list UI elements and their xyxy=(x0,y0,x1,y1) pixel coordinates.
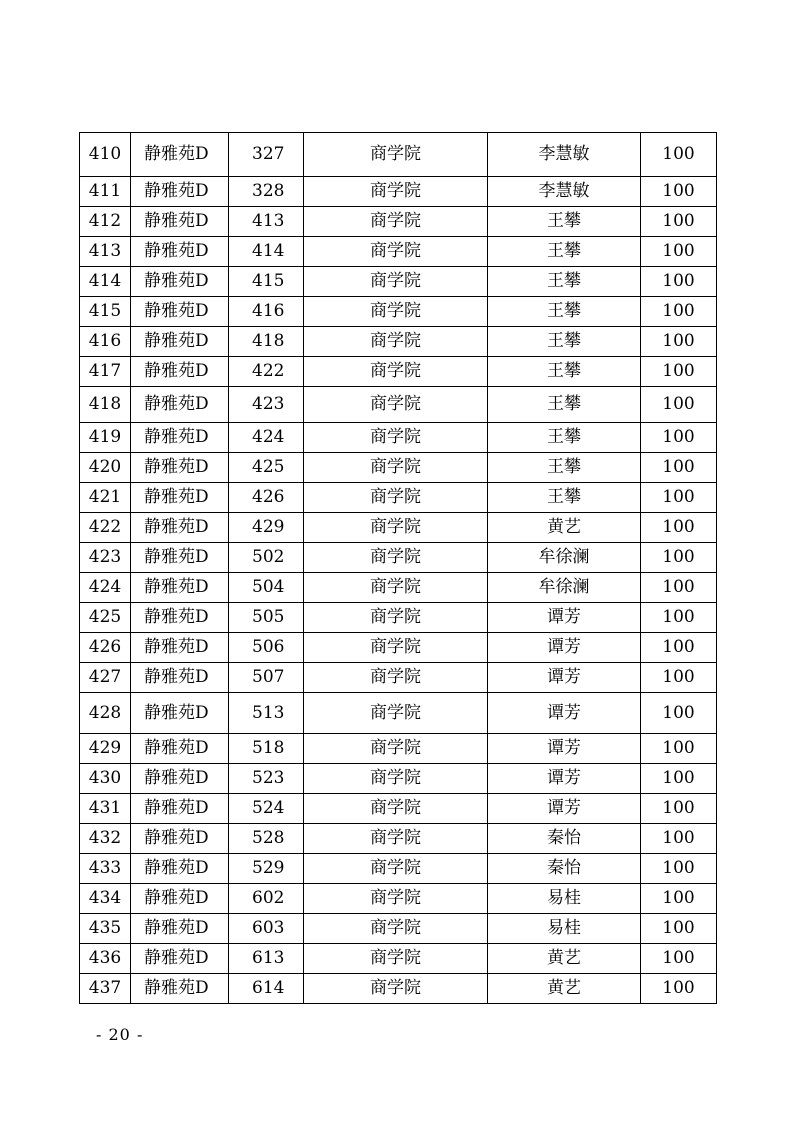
cell-name: 黄艺 xyxy=(488,513,641,543)
cell-college: 商学院 xyxy=(304,633,488,663)
cell-name: 王攀 xyxy=(488,357,641,387)
cell-name: 谭芳 xyxy=(488,794,641,824)
cell-building: 静雅苑D xyxy=(131,974,229,1004)
cell-index: 430 xyxy=(80,764,131,794)
cell-college: 商学院 xyxy=(304,237,488,267)
cell-index: 436 xyxy=(80,944,131,974)
dormitory-score-table xyxy=(79,132,717,1004)
cell-room: 602 xyxy=(229,884,304,914)
cell-score: 100 xyxy=(641,794,717,824)
cell-building: 静雅苑D xyxy=(131,453,229,483)
cell-index: 415 xyxy=(80,297,131,327)
cell-name: 王攀 xyxy=(488,387,641,423)
cell-room: 423 xyxy=(229,387,304,423)
cell-name: 王攀 xyxy=(488,483,641,513)
cell-building: 静雅苑D xyxy=(131,794,229,824)
cell-index: 427 xyxy=(80,663,131,693)
cell-name: 谭芳 xyxy=(488,764,641,794)
cell-index: 423 xyxy=(80,543,131,573)
table-row xyxy=(80,177,717,207)
cell-score: 100 xyxy=(641,663,717,693)
cell-score: 100 xyxy=(641,633,717,663)
cell-index: 417 xyxy=(80,357,131,387)
cell-college: 商学院 xyxy=(304,327,488,357)
cell-room: 518 xyxy=(229,734,304,764)
cell-building: 静雅苑D xyxy=(131,663,229,693)
table-row xyxy=(80,133,717,177)
cell-college: 商学院 xyxy=(304,824,488,854)
cell-index: 411 xyxy=(80,177,131,207)
cell-college: 商学院 xyxy=(304,207,488,237)
cell-name: 黄艺 xyxy=(488,974,641,1004)
cell-index: 432 xyxy=(80,824,131,854)
cell-name: 王攀 xyxy=(488,237,641,267)
table-row xyxy=(80,573,717,603)
table-row xyxy=(80,693,717,734)
cell-building: 静雅苑D xyxy=(131,423,229,453)
cell-name: 谭芳 xyxy=(488,633,641,663)
cell-room: 528 xyxy=(229,824,304,854)
cell-score: 100 xyxy=(641,207,717,237)
cell-name: 谭芳 xyxy=(488,734,641,764)
cell-index: 426 xyxy=(80,633,131,663)
cell-room: 414 xyxy=(229,237,304,267)
cell-name: 秦怡 xyxy=(488,854,641,884)
cell-college: 商学院 xyxy=(304,734,488,764)
cell-score: 100 xyxy=(641,513,717,543)
cell-score: 100 xyxy=(641,453,717,483)
table-row xyxy=(80,854,717,884)
cell-name: 秦怡 xyxy=(488,824,641,854)
cell-building: 静雅苑D xyxy=(131,693,229,734)
cell-college: 商学院 xyxy=(304,453,488,483)
cell-score: 100 xyxy=(641,387,717,423)
cell-building: 静雅苑D xyxy=(131,764,229,794)
cell-index: 412 xyxy=(80,207,131,237)
table-body xyxy=(80,133,717,1004)
cell-building: 静雅苑D xyxy=(131,483,229,513)
cell-college: 商学院 xyxy=(304,267,488,297)
cell-score: 100 xyxy=(641,974,717,1004)
cell-score: 100 xyxy=(641,483,717,513)
cell-college: 商学院 xyxy=(304,513,488,543)
cell-building: 静雅苑D xyxy=(131,824,229,854)
cell-score: 100 xyxy=(641,603,717,633)
cell-score: 100 xyxy=(641,854,717,884)
cell-college: 商学院 xyxy=(304,543,488,573)
table-row xyxy=(80,357,717,387)
table-row xyxy=(80,327,717,357)
cell-room: 413 xyxy=(229,207,304,237)
cell-name: 黄艺 xyxy=(488,944,641,974)
cell-index: 431 xyxy=(80,794,131,824)
cell-score: 100 xyxy=(641,357,717,387)
cell-college: 商学院 xyxy=(304,944,488,974)
cell-building: 静雅苑D xyxy=(131,297,229,327)
cell-name: 王攀 xyxy=(488,297,641,327)
table-row xyxy=(80,794,717,824)
cell-college: 商学院 xyxy=(304,693,488,734)
cell-college: 商学院 xyxy=(304,297,488,327)
table-row xyxy=(80,237,717,267)
cell-college: 商学院 xyxy=(304,357,488,387)
cell-score: 100 xyxy=(641,327,717,357)
cell-score: 100 xyxy=(641,884,717,914)
cell-room: 327 xyxy=(229,133,304,177)
cell-index: 424 xyxy=(80,573,131,603)
cell-room: 416 xyxy=(229,297,304,327)
table-row xyxy=(80,824,717,854)
cell-college: 商学院 xyxy=(304,884,488,914)
cell-building: 静雅苑D xyxy=(131,387,229,423)
cell-college: 商学院 xyxy=(304,573,488,603)
cell-building: 静雅苑D xyxy=(131,237,229,267)
cell-room: 422 xyxy=(229,357,304,387)
cell-index: 435 xyxy=(80,914,131,944)
cell-score: 100 xyxy=(641,944,717,974)
cell-building: 静雅苑D xyxy=(131,914,229,944)
table-row xyxy=(80,663,717,693)
cell-room: 424 xyxy=(229,423,304,453)
cell-building: 静雅苑D xyxy=(131,357,229,387)
cell-score: 100 xyxy=(641,237,717,267)
cell-room: 529 xyxy=(229,854,304,884)
table-row xyxy=(80,944,717,974)
cell-room: 603 xyxy=(229,914,304,944)
cell-index: 429 xyxy=(80,734,131,764)
cell-score: 100 xyxy=(641,914,717,944)
cell-college: 商学院 xyxy=(304,483,488,513)
table-row xyxy=(80,543,717,573)
table-row xyxy=(80,387,717,423)
cell-building: 静雅苑D xyxy=(131,734,229,764)
table-row xyxy=(80,764,717,794)
cell-name: 王攀 xyxy=(488,327,641,357)
cell-college: 商学院 xyxy=(304,914,488,944)
cell-building: 静雅苑D xyxy=(131,513,229,543)
cell-name: 易桂 xyxy=(488,914,641,944)
cell-building: 静雅苑D xyxy=(131,884,229,914)
cell-room: 415 xyxy=(229,267,304,297)
cell-building: 静雅苑D xyxy=(131,603,229,633)
cell-score: 100 xyxy=(641,824,717,854)
cell-college: 商学院 xyxy=(304,854,488,884)
cell-college: 商学院 xyxy=(304,794,488,824)
table-row xyxy=(80,633,717,663)
cell-score: 100 xyxy=(641,543,717,573)
cell-room: 614 xyxy=(229,974,304,1004)
cell-room: 425 xyxy=(229,453,304,483)
table-row xyxy=(80,734,717,764)
cell-name: 王攀 xyxy=(488,267,641,297)
cell-room: 613 xyxy=(229,944,304,974)
cell-index: 437 xyxy=(80,974,131,1004)
cell-score: 100 xyxy=(641,297,717,327)
table-row xyxy=(80,603,717,633)
cell-college: 商学院 xyxy=(304,177,488,207)
cell-room: 328 xyxy=(229,177,304,207)
cell-room: 502 xyxy=(229,543,304,573)
cell-name: 牟徐澜 xyxy=(488,573,641,603)
cell-college: 商学院 xyxy=(304,423,488,453)
cell-name: 牟徐澜 xyxy=(488,543,641,573)
cell-index: 413 xyxy=(80,237,131,267)
cell-index: 434 xyxy=(80,884,131,914)
cell-room: 418 xyxy=(229,327,304,357)
cell-college: 商学院 xyxy=(304,133,488,177)
cell-index: 416 xyxy=(80,327,131,357)
cell-index: 422 xyxy=(80,513,131,543)
cell-name: 易桂 xyxy=(488,884,641,914)
cell-index: 428 xyxy=(80,693,131,734)
cell-index: 433 xyxy=(80,854,131,884)
cell-building: 静雅苑D xyxy=(131,267,229,297)
cell-name: 谭芳 xyxy=(488,603,641,633)
cell-name: 李慧敏 xyxy=(488,177,641,207)
cell-room: 429 xyxy=(229,513,304,543)
table-row xyxy=(80,297,717,327)
table-row xyxy=(80,513,717,543)
cell-building: 静雅苑D xyxy=(131,543,229,573)
cell-building: 静雅苑D xyxy=(131,327,229,357)
cell-building: 静雅苑D xyxy=(131,207,229,237)
cell-name: 谭芳 xyxy=(488,663,641,693)
cell-name: 王攀 xyxy=(488,453,641,483)
cell-score: 100 xyxy=(641,177,717,207)
cell-college: 商学院 xyxy=(304,387,488,423)
cell-college: 商学院 xyxy=(304,974,488,1004)
cell-score: 100 xyxy=(641,764,717,794)
cell-building: 静雅苑D xyxy=(131,177,229,207)
table-row xyxy=(80,884,717,914)
cell-college: 商学院 xyxy=(304,603,488,633)
cell-score: 100 xyxy=(641,573,717,603)
cell-score: 100 xyxy=(641,423,717,453)
table-row xyxy=(80,423,717,453)
cell-index: 418 xyxy=(80,387,131,423)
cell-building: 静雅苑D xyxy=(131,573,229,603)
cell-index: 421 xyxy=(80,483,131,513)
cell-building: 静雅苑D xyxy=(131,633,229,663)
cell-room: 513 xyxy=(229,693,304,734)
cell-name: 王攀 xyxy=(488,423,641,453)
cell-name: 王攀 xyxy=(488,207,641,237)
table-row xyxy=(80,914,717,944)
cell-index: 419 xyxy=(80,423,131,453)
table-row xyxy=(80,974,717,1004)
table-row xyxy=(80,207,717,237)
cell-room: 523 xyxy=(229,764,304,794)
cell-building: 静雅苑D xyxy=(131,854,229,884)
cell-room: 507 xyxy=(229,663,304,693)
cell-room: 426 xyxy=(229,483,304,513)
cell-room: 524 xyxy=(229,794,304,824)
cell-index: 420 xyxy=(80,453,131,483)
table-row xyxy=(80,483,717,513)
cell-score: 100 xyxy=(641,693,717,734)
cell-index: 414 xyxy=(80,267,131,297)
cell-score: 100 xyxy=(641,267,717,297)
cell-score: 100 xyxy=(641,734,717,764)
cell-score: 100 xyxy=(641,133,717,177)
cell-building: 静雅苑D xyxy=(131,133,229,177)
cell-room: 504 xyxy=(229,573,304,603)
table-row xyxy=(80,453,717,483)
cell-room: 505 xyxy=(229,603,304,633)
cell-college: 商学院 xyxy=(304,663,488,693)
cell-college: 商学院 xyxy=(304,764,488,794)
cell-name: 谭芳 xyxy=(488,693,641,734)
cell-name: 李慧敏 xyxy=(488,133,641,177)
cell-building: 静雅苑D xyxy=(131,944,229,974)
cell-room: 506 xyxy=(229,633,304,663)
cell-index: 425 xyxy=(80,603,131,633)
table-row xyxy=(80,267,717,297)
cell-index: 410 xyxy=(80,133,131,177)
page-number: - 20 - xyxy=(96,1025,144,1044)
